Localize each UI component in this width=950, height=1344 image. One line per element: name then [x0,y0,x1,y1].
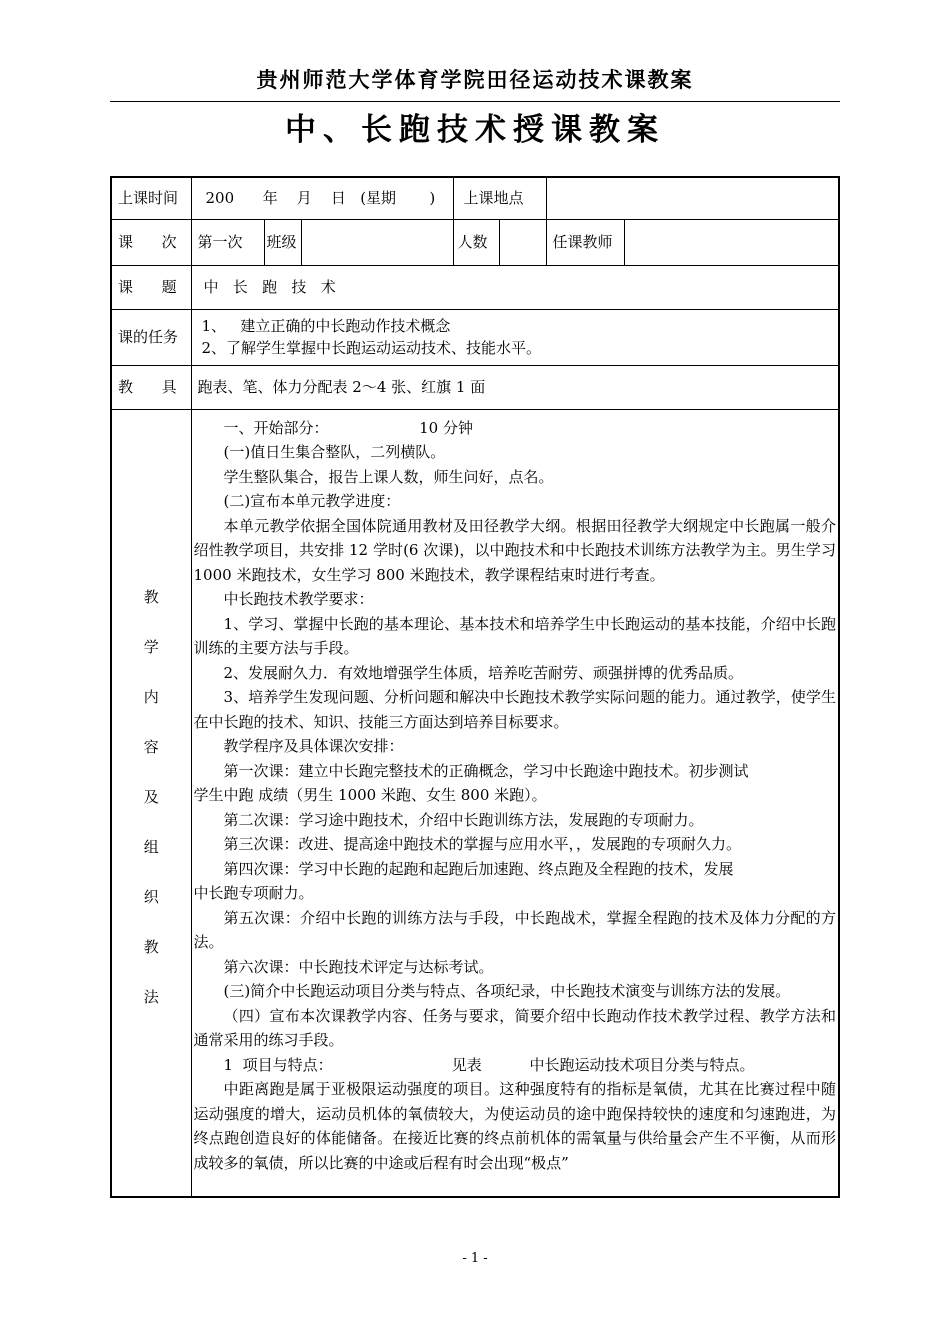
content-paragraph: 第四次课：学习中长跑的起跑和起跑后加速跑、终点跑及全程跑的技术，发展 [223,859,734,878]
document-header: 贵州师范大学体育学院田径运动技术课教案 [256,67,694,92]
class-label: 班级 [264,219,301,265]
topic-value: 中 长 跑 技 术 [191,265,839,309]
side-label-char: 内 [143,687,159,706]
content-paragraph: 第三次课：改进、提高途中跑技术的掌握与应用水平，，发展跑的专项耐久力。 [223,835,742,853]
task-label: 课的任务 [111,309,191,365]
content-paragraph: (二)宣布本单元教学进度： [223,492,401,510]
side-label-char: 容 [143,737,159,756]
time-label: 上课时间 [111,177,191,219]
header-divider [110,101,840,102]
content-paragraph: 学生整队集合，报告上课人数，师生问好，点名。 [223,467,554,486]
row-tasks [111,309,839,365]
content-paragraph: 第二次课：学习途中跑技术，介绍中长跑训练方法，发展跑的专项耐力。 [223,810,704,829]
place-label: 上课地点 [453,177,546,219]
side-label-char: 教 [143,937,159,956]
side-label-char: 学 [143,637,159,656]
content-paragraph: 中长跑专项耐力。 [193,884,314,902]
content-paragraph: 1 项目与特点： 见表 中长跑运动技术项目分类与特点。 [223,1055,755,1074]
row-time [111,177,839,219]
content-paragraph: 中长跑技术教学要求： [223,590,374,608]
task-list [191,309,839,365]
content-paragraph: （四）宣布本次课教学内容、任务与要求，简要介绍中长跑动作技术教学过程、教学方法和通常采用的练习手段。 [193,1006,837,1049]
content-paragraph: 学生中跑 成绩（男生 1000 米跑、女生 800 米跑）。 [193,786,547,804]
page-number: - 1 - [462,1251,488,1266]
side-label-char: 织 [143,887,159,906]
time-value: 200 年 月 日 (星期 ) [191,177,453,219]
content-paragraph: (三)简介中长跑运动项目分类与特点、各项纪录，中长跑技术演变与训练方法的发展。 [223,982,791,1000]
content-paragraph: 本单元教学依据全国体院通用教材及田径教学大纲。根据田径教学大纲规定中长跑属一般介绍性教学项目，共安排 12 学时(6 次课)，以中跑技术和中长跑技术训练方法教学为主。男生学习 1000 米跑技术，女生学习 800 米跑技术，教学课程结束时进行考查。 [193,516,837,584]
side-label-char: 及 [143,787,159,806]
task-item-2: 2、了解学生掌握中长跑运动运动技术、技能水平。 [201,339,542,357]
row-content [111,409,839,1197]
teacher-value [624,219,839,265]
teacher-label: 任课教师 [546,219,624,265]
side-label-char: 教 [143,587,159,606]
content-paragraph: 中距离跑是属于亚极限运动强度的项目。这种强度特有的指标是氧债，尤其在比赛过程中随运动强度的增大，运动员机体的氧债较大，为使运动员的途中跑保持较快的速度和匀速跑进，为终点跑创造良好的体能储备。在接近比赛的终点前机体的需氧量与供给量会产生不平衡，从而形成较多的氧债，所以比赛的中途或后程有时会出现“极点” [193,1080,837,1172]
content-paragraph: 2、发展耐久力．有效地增强学生体质，培养吃苦耐劳、顽强拼博的优秀品质。 [223,663,744,682]
content-paragraph: 教学程序及具体课次安排： [223,737,404,755]
content-side-label [111,409,191,1197]
content-paragraph: 1、学习、掌握中长跑的基本理论、基本技术和培养学生中长跑运动的基本技能，介绍中长跑训练的主要方法与手段。 [193,614,837,657]
task-item-1: 1、 建立正确的中长跑动作技术概念 [201,317,451,335]
side-label-char: 法 [143,987,159,1006]
content-body [191,409,839,1197]
content-paragraph: (一)值日生集合整队，二列横队。 [223,443,446,461]
class-value [301,219,453,265]
content-paragraph: 一、开始部分： 10 分钟 [223,418,473,437]
content-paragraph: 第一次课：建立中长跑完整技术的正确概念，学习中长跑途中跑技术。初步测试 [223,761,749,780]
tools-value: 跑表、笔、体力分配表 2～4 张、红旗 1 面 [191,365,839,409]
page-title: 中、长跑技术授课教案 [285,112,665,148]
row-tools [111,365,839,409]
count-label: 人数 [453,219,499,265]
count-value [499,219,546,265]
tools-label: 教 具 [111,365,191,409]
row-session [111,219,839,265]
session-value: 第一次 [191,219,264,265]
row-topic [111,265,839,309]
lesson-plan-table [110,176,840,1198]
session-label: 课 次 [111,219,191,265]
topic-label: 课 题 [111,265,191,309]
content-paragraph: 3、培养学生发现问题、分析问题和解决中长跑技术教学实际问题的能力。通过教学，使学生在中长跑的技术、知识、技能三方面达到培养目标要求。 [193,688,837,731]
content-paragraph: 第五次课：介绍中长跑的训练方法与手段，中长跑战术，掌握全程跑的技术及体力分配的方法。 [193,908,837,951]
side-label-char: 组 [143,837,159,856]
place-value [546,177,839,219]
content-paragraph: 第六次课：中长跑技术评定与达标考试。 [223,957,494,976]
